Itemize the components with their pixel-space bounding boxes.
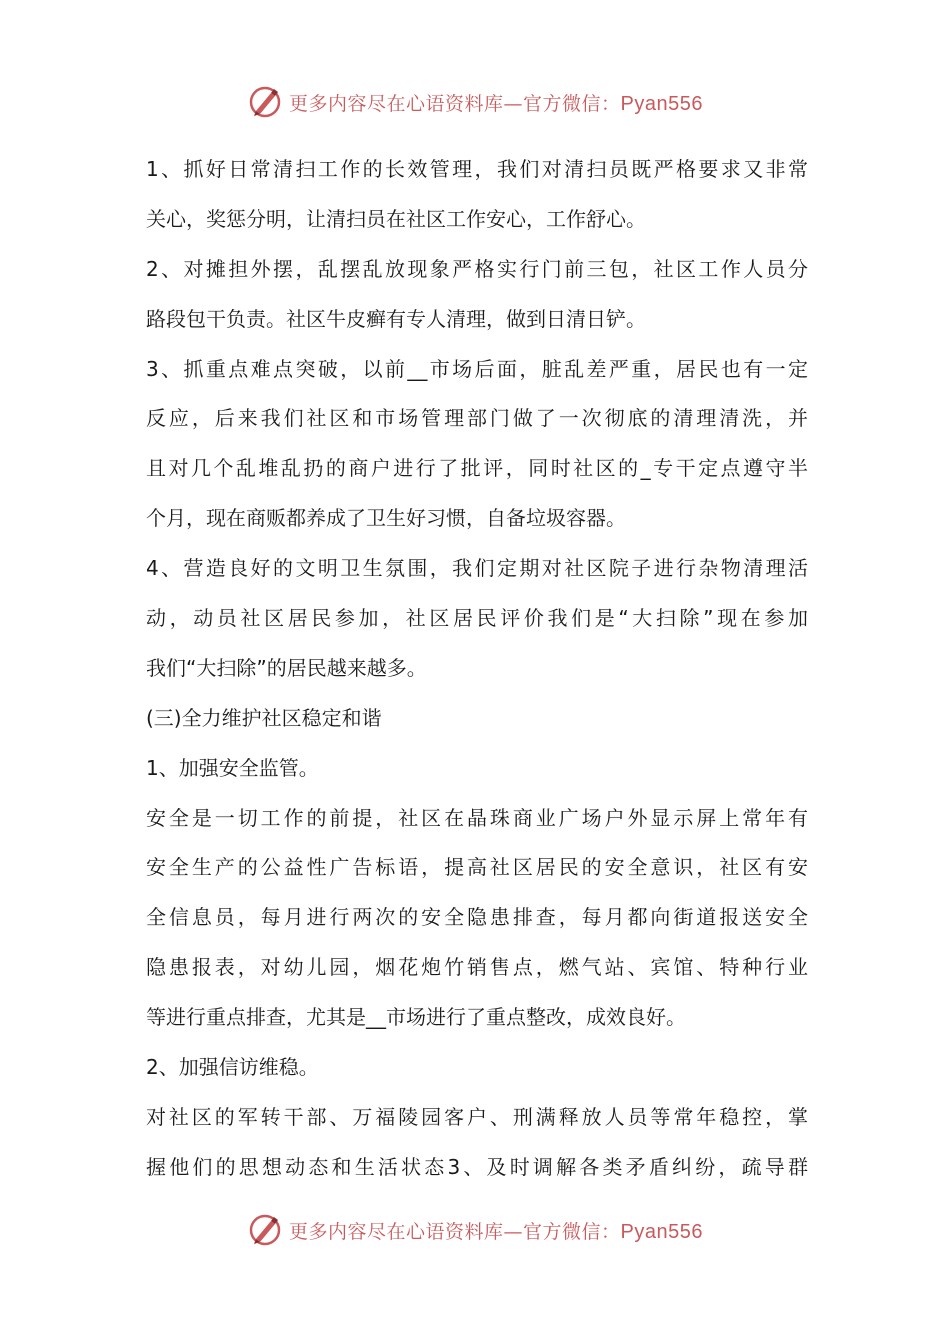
text-line: (三)全力维护社区稳定和谐 (146, 705, 382, 730)
text-line: 关心，奖惩分明，让清扫员在社区工作安心，工作舒心。 (146, 206, 646, 231)
text-line: 安全是一切工作的前提，社区在晶珠商业广场户外显示屏上常年有 (146, 805, 808, 830)
text-line: 1、加强安全监管。 (146, 755, 319, 780)
text-line: 3、抓重点难点突破，以前__市场后面，脏乱差严重，居民也有一定 (146, 356, 808, 381)
banner-text: 更多内容尽在心语资料库—官方微信：Pyan556 (289, 92, 703, 115)
text-line: 全信息员，每月进行两次的安全隐患排查，每月都向街道报送安全 (146, 905, 808, 930)
text-line: 4、营造良好的文明卫生氛围，我们定期对社区院子进行杂物清理活 (146, 556, 808, 581)
body-text (146, 145, 808, 1193)
text-line: 2、对摊担外摆，乱摆乱放现象严格实行门前三包，社区工作人员分 (146, 256, 808, 281)
text-line: 动，动员社区居民参加，社区居民评价我们是“大扫除”现在参加 (146, 606, 808, 631)
text-line: 对社区的军转干部、万福陵园客户、刑满释放人员等常年稳控，掌 (146, 1104, 808, 1129)
text-line: 个月，现在商贩都养成了卫生好习惯，自备垃圾容器。 (146, 506, 626, 531)
text-line: 我们“大扫除”的居民越来越多。 (146, 655, 427, 680)
pen-logo-icon (247, 84, 283, 120)
text-line: 路段包干负责。社区牛皮癣有专人清理，做到日清日铲。 (146, 306, 646, 331)
pen-logo-icon (247, 1212, 283, 1248)
text-line: 隐患报表，对幼儿园，烟花炮竹销售点，燃气站、宾馆、特种行业 (146, 955, 808, 980)
text-line: 握他们的思想动态和生活状态3、及时调解各类矛盾纠纷，疏导群 (146, 1154, 808, 1179)
text-line: 1、抓好日常清扫工作的长效管理，我们对清扫员既严格要求又非常 (146, 157, 808, 181)
text-line: 2、加强信访维稳。 (146, 1055, 319, 1080)
text-line: 等进行重点排查，尤其是__市场进行了重点整改，成效良好。 (146, 1005, 686, 1030)
header-watermark-banner (0, 80, 950, 124)
text-line: 反应，后来我们社区和市场管理部门做了一次彻底的清理清洗，并 (146, 406, 808, 431)
text-line: 安全生产的公益性广告标语，提高社区居民的安全意识，社区有安 (146, 855, 808, 880)
banner-text: 更多内容尽在心语资料库—官方微信：Pyan556 (289, 1220, 703, 1243)
text-line: 且对几个乱堆乱扔的商户进行了批评，同时社区的_专干定点遵守半 (146, 456, 808, 481)
footer-watermark-banner (0, 1208, 950, 1252)
